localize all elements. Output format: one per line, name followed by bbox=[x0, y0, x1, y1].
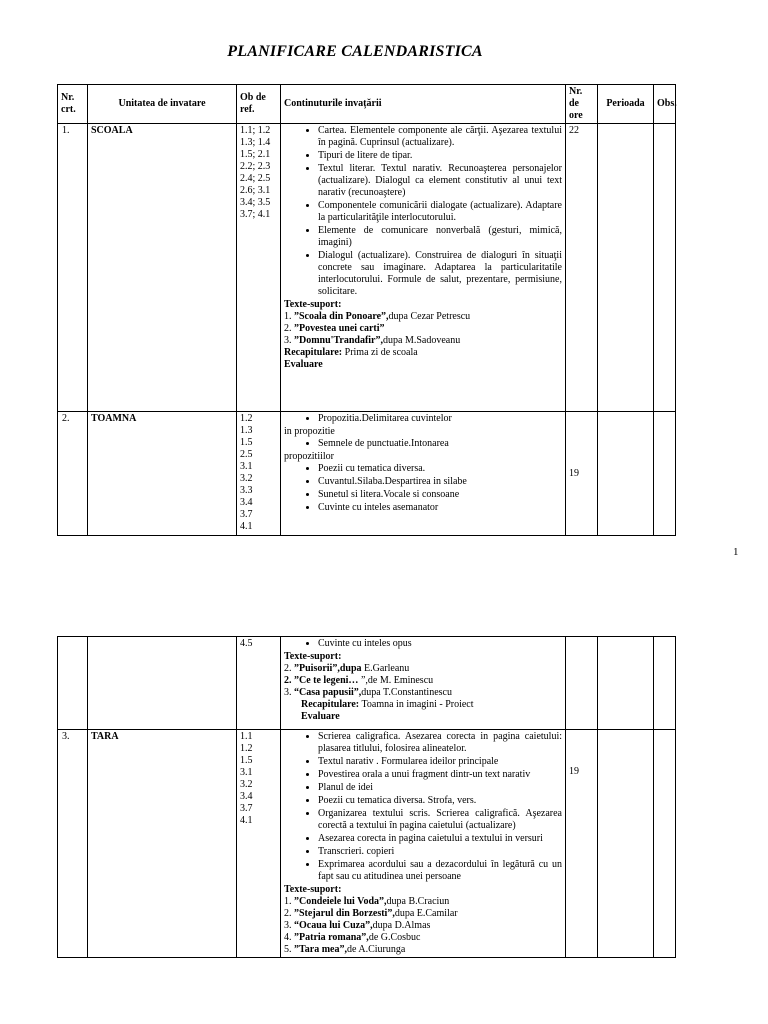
texte-item: 3. “Casa papusii”,dupa T.Constantinescu bbox=[284, 687, 452, 698]
texte-suport-label: Texte-suport: bbox=[284, 299, 342, 310]
texte-item: 2. ”Puisorii”,dupa E.Garleanu bbox=[284, 663, 410, 674]
table-header-row bbox=[58, 85, 676, 124]
list-item: • Poezii cu tematica diversa. Strofa, vers. bbox=[318, 795, 562, 807]
list-item: • Organizarea textului scris. Scrierea caligrafică. Aşezarea corectă a textului în pagina caietului (actualizare) bbox=[318, 808, 562, 832]
row-unit bbox=[88, 637, 237, 730]
row-ore: 19 bbox=[566, 412, 598, 536]
texte-item: 2. ”Stejarul din Borzesti”,dupa E.Camilar bbox=[284, 908, 458, 919]
list-item: • Cartea. Elementele componente ale cărţii. Aşezarea textului în pagină. Cuprinsul (actualizare). bbox=[318, 125, 562, 149]
texte-item: 1. ”Scoala din Ponoare”,dupa Cezar Petrescu bbox=[284, 311, 471, 322]
continuation-text: in propozitie bbox=[284, 426, 335, 437]
list-item: • Semnele de punctuatie.Intonarea bbox=[318, 438, 562, 450]
row-ref: 1.1 1.2 1.5 3.1 3.2 3.4 3.7 4.1 bbox=[237, 730, 281, 958]
row-perioada bbox=[598, 730, 654, 958]
row-ref: 4.5 bbox=[237, 637, 281, 730]
planning-table-page-2 bbox=[57, 636, 676, 958]
row-obs bbox=[654, 637, 676, 730]
row-perioada bbox=[598, 124, 654, 412]
row-ore bbox=[566, 637, 598, 730]
table-row bbox=[58, 730, 676, 958]
texte-item: 4. ”Patria romana”,de G.Cosbuc bbox=[284, 932, 421, 943]
row-nr: 2. bbox=[58, 412, 88, 536]
row-content bbox=[281, 412, 566, 536]
row-obs bbox=[654, 412, 676, 536]
row-unit: TOAMNA bbox=[88, 412, 237, 536]
row-nr: 1. bbox=[58, 124, 88, 412]
texte-item: 2. ”Ce te legeni… ”,de M. Eminescu bbox=[284, 675, 434, 686]
list-item: • Povestirea orala a unui fragment dintr-un text narativ bbox=[318, 769, 562, 781]
row-obs bbox=[654, 730, 676, 958]
row-perioada bbox=[598, 412, 654, 536]
list-item: • Dialogul (actualizare). Construirea de dialoguri în situaţii concrete sau imaginare. Adaptarea la particularitatile interlocutorului. Formule de salut, prezentare, permisiune, solicitare. bbox=[318, 250, 562, 298]
recap-line: Recapitulare: Toamna in imagini - Proiect bbox=[301, 699, 474, 710]
list-item: • Cuvantul.Silaba.Despartirea in silabe bbox=[318, 476, 562, 488]
list-item: • Elemente de comunicare nonverbală (gesturi, mimică, imagini) bbox=[318, 225, 562, 249]
list-item: • Poezii cu tematica diversa. bbox=[318, 463, 562, 475]
list-item: • Textul narativ . Formularea ideilor principale bbox=[318, 756, 562, 768]
row-unit: SCOALA bbox=[88, 124, 237, 412]
row-ore: 19 bbox=[566, 730, 598, 958]
row-ore: 22 bbox=[566, 124, 598, 412]
table-row bbox=[58, 412, 676, 536]
list-item: • Textul literar. Textul narativ. Recunoaşterea personajelor (actualizare). Dialogul ca element constitutiv al unui text narativ (recunoaştere) bbox=[318, 163, 562, 199]
texte-suport-label: Texte-suport: bbox=[284, 651, 342, 662]
header-continut: Continuturile invațării bbox=[281, 85, 566, 124]
continuation-text: propozitiilor bbox=[284, 451, 334, 462]
header-unitate: Unitatea de invatare bbox=[88, 85, 237, 124]
row-perioada bbox=[598, 637, 654, 730]
table-row bbox=[58, 124, 676, 412]
texte-item: 3. “Ocaua lui Cuza”,dupa D.Almas bbox=[284, 920, 431, 931]
list-item: • Tipuri de litere de tipar. bbox=[318, 150, 562, 162]
texte-suport-label: Texte-suport: bbox=[284, 884, 342, 895]
row-ref: 1.1; 1.2 1.3; 1.4 1.5; 2.1 2.2; 2.3 2.4; 2.5 2.6; 3.1 3.4; 3.5 3.7; 4.1 bbox=[237, 124, 281, 412]
evaluare-label: Evaluare bbox=[301, 711, 340, 722]
row-obs bbox=[654, 124, 676, 412]
list-item: • Transcrieri. copieri bbox=[318, 846, 562, 858]
row-ref: 1.2 1.3 1.5 2.5 3.1 3.2 3.3 3.4 3.7 4.1 bbox=[237, 412, 281, 536]
page-number: 1 bbox=[733, 546, 739, 558]
list-item: • Asezarea corecta in pagina caietului a textului in versuri bbox=[318, 833, 562, 845]
header-perioada: Perioada bbox=[598, 85, 654, 124]
table-row bbox=[58, 637, 676, 730]
row-content bbox=[281, 730, 566, 958]
evaluare-label: Evaluare bbox=[284, 359, 323, 370]
list-item: • Sunetul si litera.Vocale si consoane bbox=[318, 489, 562, 501]
page-title: PLANIFICARE CALENDARISTICA bbox=[227, 43, 483, 60]
row-content bbox=[281, 124, 566, 412]
header-ob-ref: Ob de ref. bbox=[237, 85, 281, 124]
texte-item: 5. ”Tara mea”,de A.Ciurunga bbox=[284, 944, 406, 955]
header-nr-ore: Nr. de ore bbox=[566, 85, 598, 124]
row-nr bbox=[58, 637, 88, 730]
list-item: • Cuvinte cu inteles asemanator bbox=[318, 502, 562, 514]
list-item: • Cuvinte cu inteles opus bbox=[318, 638, 562, 650]
list-item: • Scrierea caligrafica. Asezarea corecta in pagina caietului: plasarea titlului, folosirea alineatelor. bbox=[318, 731, 562, 755]
row-content bbox=[281, 637, 566, 730]
texte-item: 1. ”Condeiele lui Voda”,dupa B.Craciun bbox=[284, 896, 450, 907]
list-item: • Exprimarea acordului sau a dezacordului în legătură cu un fapt sau cu atitudinea unei persoane bbox=[318, 859, 562, 883]
list-item: • Planul de idei bbox=[318, 782, 562, 794]
list-item: • Componentele comunicării dialogate (actualizare). Adaptare la particularităţile interlocutorului. bbox=[318, 200, 562, 224]
row-nr: 3. bbox=[58, 730, 88, 958]
list-item: • Propozitia.Delimitarea cuvintelor bbox=[318, 413, 562, 425]
texte-item: 3. ”Domnu'Trandafir”,dupa M.Sadoveanu bbox=[284, 335, 461, 346]
header-obs: Obs. bbox=[654, 85, 676, 124]
planning-table-page-1 bbox=[57, 84, 676, 536]
header-nr: Nr. crt. bbox=[58, 85, 88, 124]
recap-line: Recapitulare: Prima zi de scoala bbox=[284, 347, 418, 358]
texte-item: 2. ”Povestea unei carti” bbox=[284, 323, 385, 334]
row-unit: TARA bbox=[88, 730, 237, 958]
